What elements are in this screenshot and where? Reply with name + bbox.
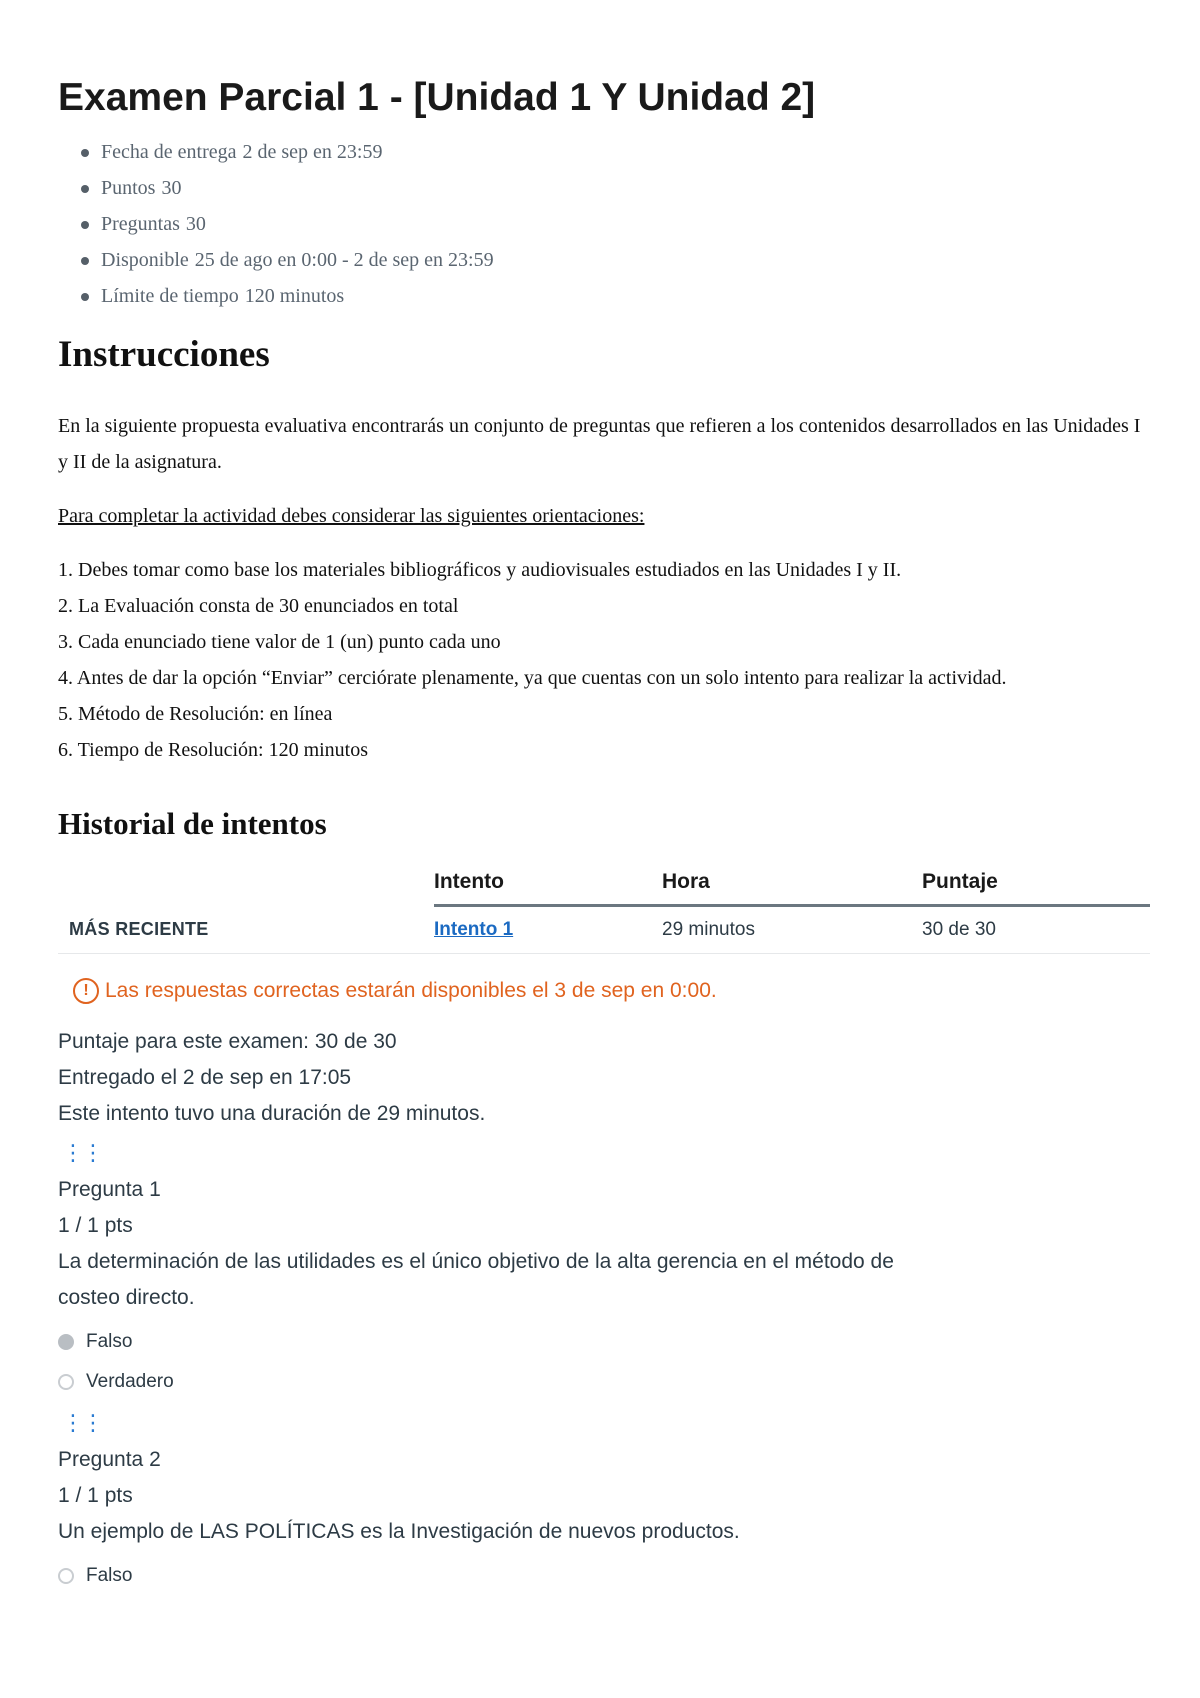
question-points: 1 / 1 pts bbox=[58, 1484, 133, 1507]
column-header-status bbox=[58, 862, 434, 906]
meta-time-limit: Límite de tiempo 120 minutos bbox=[101, 278, 1148, 314]
answer-list bbox=[58, 1556, 1148, 1596]
answer-list bbox=[58, 1322, 1148, 1402]
question-1 bbox=[58, 1140, 1148, 1402]
drag-handle-icon[interactable]: ⋮⋮ bbox=[62, 1140, 102, 1165]
table-header-row bbox=[58, 862, 1150, 906]
notice-text: Las respuestas correctas estarán disponibles el 3 de sep en 0:00. bbox=[105, 979, 717, 1002]
attempt-score: 30 de 30 bbox=[922, 906, 1150, 954]
instructions-intro: En la siguiente propuesta evaluativa encontrarás un conjunto de preguntas que refieren a los contenidos desarrollados en las Unidades I y II de la asignatura. bbox=[58, 415, 1141, 473]
instructions-orientation: Para completar la actividad debes considerar las siguientes orientaciones: bbox=[58, 505, 645, 527]
question-title: Pregunta 2 bbox=[58, 1448, 161, 1471]
instructions-rules bbox=[58, 552, 1148, 768]
summary-duration: Este intento tuvo una duración de 29 minutos. bbox=[58, 1102, 486, 1125]
answer-label: Verdadero bbox=[86, 1371, 174, 1392]
column-header-attempt: Intento bbox=[434, 862, 662, 906]
summary-submitted: Entregado el 2 de sep en 17:05 bbox=[58, 1066, 352, 1089]
column-header-time: Hora bbox=[662, 862, 922, 906]
instructions-heading: Instrucciones bbox=[58, 334, 270, 375]
question-text: Un ejemplo de LAS POLÍTICAS es la Investigación de nuevos productos. bbox=[58, 1520, 740, 1543]
radio-empty-icon[interactable] bbox=[58, 1568, 74, 1584]
answer-option[interactable] bbox=[58, 1556, 1148, 1596]
meta-points: Puntos 30 bbox=[101, 170, 1148, 206]
attempts-table bbox=[58, 862, 1150, 954]
question-points: 1 / 1 pts bbox=[58, 1214, 133, 1237]
page-title: Examen Parcial 1 - [Unidad 1 Y Unidad 2] bbox=[58, 76, 816, 119]
history-heading: Historial de intentos bbox=[58, 806, 327, 841]
quiz-page bbox=[58, 74, 1148, 1596]
attempt-link[interactable]: Intento 1 bbox=[434, 919, 514, 940]
table-row bbox=[58, 906, 1150, 954]
answer-option[interactable] bbox=[58, 1322, 1148, 1362]
question-title: Pregunta 1 bbox=[58, 1178, 161, 1201]
warning-circle-icon: ! bbox=[73, 978, 99, 1004]
radio-empty-icon[interactable] bbox=[58, 1374, 74, 1390]
meta-questions: Preguntas 30 bbox=[101, 206, 1148, 242]
question-text: La determinación de las utilidades es el único objetivo de la alta gerencia en el método de costeo directo. bbox=[58, 1250, 894, 1309]
rule-item: 6. Tiempo de Resolución: 120 minutos bbox=[58, 739, 369, 761]
attempt-time: 29 minutos bbox=[662, 906, 922, 954]
drag-handle-icon[interactable]: ⋮⋮ bbox=[62, 1410, 102, 1435]
summary-score: Puntaje para este examen: 30 de 30 bbox=[58, 1030, 397, 1053]
rule-item: 5. Método de Resolución: en línea bbox=[58, 703, 333, 725]
answer-label: Falso bbox=[86, 1565, 133, 1586]
rule-item: 1. Debes tomar como base los materiales bibliográficos y audiovisuales estudiados en las Unidades I y II. bbox=[58, 559, 902, 581]
answer-option[interactable] bbox=[58, 1362, 1148, 1402]
attempt-cell bbox=[434, 906, 662, 954]
radio-selected-icon[interactable] bbox=[58, 1334, 74, 1350]
attempt-summary bbox=[58, 1024, 1148, 1132]
rule-item: 4. Antes de dar la opción “Enviar” cerciórate plenamente, ya que cuentas con un solo intento para realizar la actividad. bbox=[58, 667, 1007, 689]
rule-item: 2. La Evaluación consta de 30 enunciados en total bbox=[58, 595, 459, 617]
rule-item: 3. Cada enunciado tiene valor de 1 (un) punto cada uno bbox=[58, 631, 501, 653]
quiz-details-list bbox=[58, 134, 1148, 314]
question-2 bbox=[58, 1410, 1148, 1596]
attempt-status: MÁS RECIENTE bbox=[58, 906, 434, 954]
meta-due-date: Fecha de entrega 2 de sep en 23:59 bbox=[101, 134, 1148, 170]
column-header-score: Puntaje bbox=[922, 862, 1150, 906]
answers-notice bbox=[73, 976, 1148, 1006]
meta-available: Disponible 25 de ago en 0:00 - 2 de sep en 23:59 bbox=[101, 242, 1148, 278]
answer-label: Falso bbox=[86, 1331, 133, 1352]
